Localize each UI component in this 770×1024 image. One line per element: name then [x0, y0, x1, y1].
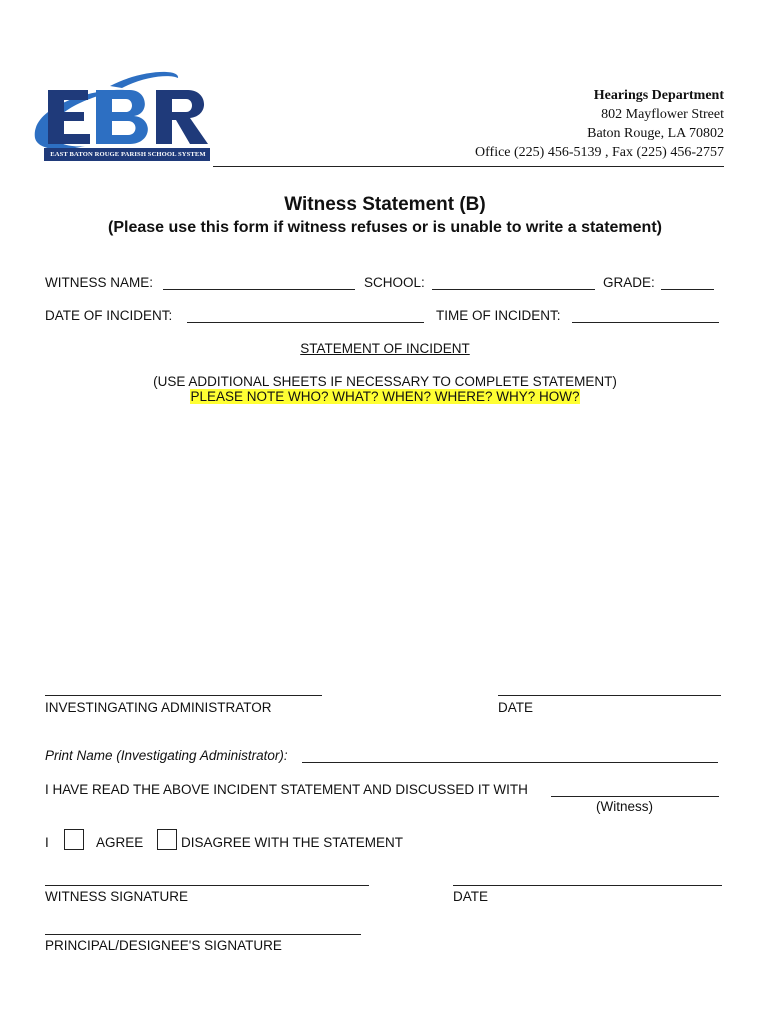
- witness-caption: (Witness): [596, 799, 653, 814]
- investigating-admin-label: INVESTINGATING ADMINISTRATOR: [45, 700, 272, 715]
- statement-highlight: PLEASE NOTE WHO? WHAT? WHEN? WHERE? WHY? HOW?: [190, 389, 580, 404]
- form-title: Witness Statement (B): [284, 194, 486, 215]
- statement-area[interactable]: [45, 412, 725, 682]
- agree-label: AGREE: [96, 835, 144, 850]
- disagree-label: DISAGREE WITH THE STATEMENT: [181, 835, 404, 850]
- print-name-label: Print Name (Investigating Administrator):: [45, 748, 288, 763]
- print-name-field[interactable]: [302, 762, 718, 763]
- admin-date-label: DATE: [498, 700, 534, 715]
- statement-heading-text: STATEMENT OF INCIDENT: [300, 341, 470, 356]
- agree-checkbox[interactable]: [64, 829, 84, 850]
- witness-date-label: DATE: [453, 889, 489, 904]
- principal-signature-label: PRINCIPAL/DESIGNEE'S SIGNATURE: [45, 938, 282, 953]
- school-field[interactable]: [432, 289, 595, 290]
- witness-name-label: WITNESS NAME:: [45, 275, 154, 290]
- witness-signature-line[interactable]: [45, 885, 369, 886]
- street-address: 802 Mayflower Street: [601, 107, 724, 122]
- statement-heading: [0, 341, 770, 357]
- time-of-incident-field[interactable]: [572, 322, 719, 323]
- admin-date-line[interactable]: [498, 695, 721, 696]
- time-of-incident-label: TIME OF INCIDENT:: [436, 308, 561, 323]
- grade-label: GRADE:: [603, 275, 655, 290]
- phone-fax: Office (225) 456-5139 , Fax (225) 456-2757: [475, 145, 724, 160]
- address-block: [475, 86, 724, 162]
- admin-signature-line[interactable]: [45, 695, 322, 696]
- school-label: SCHOOL:: [364, 275, 425, 290]
- witness-signature-label: WITNESS SIGNATURE: [45, 889, 189, 904]
- department-name: Hearings Department: [593, 88, 724, 103]
- witness-discussed-field[interactable]: [551, 796, 719, 797]
- header-divider: [213, 166, 724, 167]
- i-label: I: [45, 835, 49, 850]
- logo-subtitle: EAST BATON ROUGE PARISH SCHOOL SYSTEM: [50, 151, 206, 158]
- principal-signature-line[interactable]: [45, 934, 361, 935]
- read-statement-text: I HAVE READ THE ABOVE INCIDENT STATEMENT AND DISCUSSED IT WITH: [45, 782, 528, 797]
- grade-field[interactable]: [661, 289, 714, 290]
- witness-date-line[interactable]: [453, 885, 722, 886]
- date-of-incident-label: DATE OF INCIDENT:: [45, 308, 173, 323]
- form-subtitle: (Please use this form if witness refuses or is unable to write a statement): [108, 219, 662, 236]
- disagree-checkbox[interactable]: [157, 829, 177, 850]
- date-of-incident-field[interactable]: [187, 322, 424, 323]
- statement-note: (USE ADDITIONAL SHEETS IF NECESSARY TO COMPLETE STATEMENT): [153, 374, 617, 389]
- ebr-logo: [30, 68, 215, 168]
- witness-name-field[interactable]: [163, 289, 355, 290]
- statement-highlight-row: [0, 389, 770, 405]
- city-state-zip: Baton Rouge, LA 70802: [587, 126, 724, 141]
